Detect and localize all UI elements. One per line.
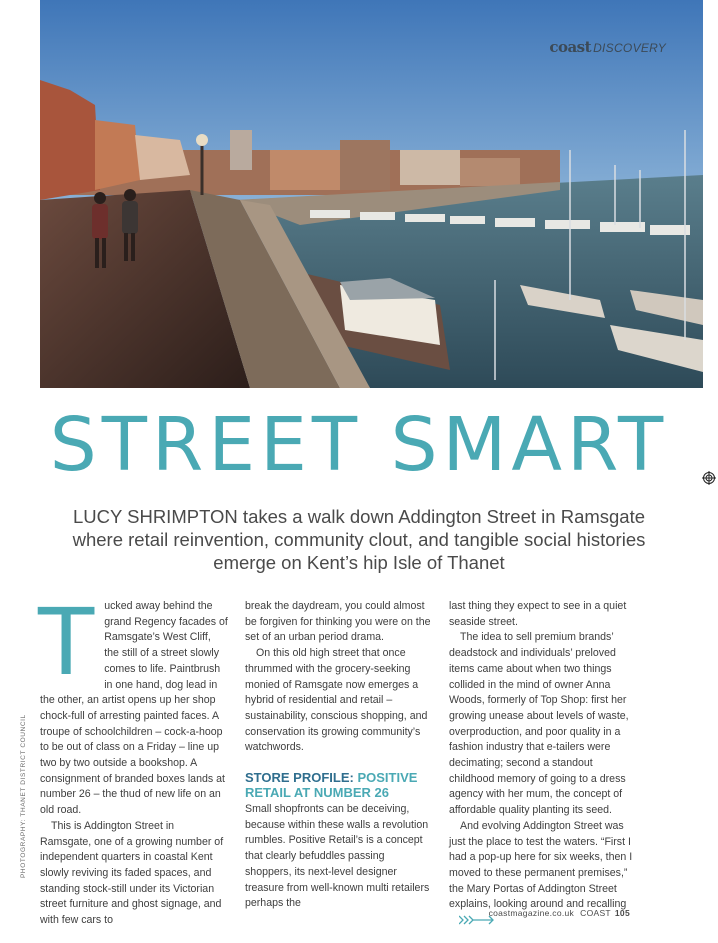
marina-photo: [40, 0, 703, 388]
paragraph-text: ucked away behind the grand Regency facades of Ramsgate’s West Cliff, the still of a street slowly comes to life. Paintbrush in one hand, dog lead in the other, an artist opens up her shop chock-full of arresting painted faces. A troupe of schoolchildren – cock-a-hoop to be out of class on a Friday – line up two by two outside a bookshop. A consignment of branded boxes lands at number 26 – the thud of new life on an old road.: [40, 600, 228, 817]
paragraph: Small shopfronts can be deceiving, because within these walls a revolution rumbles. Positive Retail’s is a concept that clearly befuddles passing shoppers, its next-level designer treasure from well-known multi retailers perhaps the: [245, 803, 430, 910]
masthead-section: DISCOVERY: [593, 41, 666, 55]
paragraph: The idea to sell premium brands’ deadstock and individuals’ preloved items came about when two things collided in the mind of owner Anna Woods, formerly of Top Shop: first her growing unease about levels of waste, overproduction, and poor quality in a fashion industry that e-tailers were decimating; second a standout childhood memory of going to a dress agency with her mum, the concept of affordable quality planting its seed.: [449, 631, 629, 817]
masthead-brand: coast: [549, 38, 592, 56]
store-profile-prefix: STORE PROFILE:: [245, 770, 354, 786]
footer-url: coastmagazine.co.uk: [488, 908, 575, 918]
page-number: 105: [614, 908, 630, 918]
store-profile-heading: [245, 770, 434, 800]
article-column-2: [245, 599, 434, 912]
photo-credit: PHOTOGRAPHY: THANET DISTRICT COUNCIL: [20, 714, 27, 878]
standfirst: LUCY SHRIMPTON takes a walk down Addington Street in Ramsgate where retail reinvention, community clout, and tangible social histories emerge on Kent’s hip Isle of Thanet: [72, 506, 646, 573]
paragraph-text: And evolving Addington Street was just the place to test the waters. “First I had a pop-up here for six weeks, then I moved to these permanent premises,” the Mary Portas of Addington Street explains, looking around and recalling: [449, 819, 633, 911]
paragraph: On this old high street that once thrummed with the grocery-seeking monied of Ramsgate now emerges a hybrid of residential and retail – sustainability, conscious shopping, and conservation its growing community’s watchwords.: [245, 647, 428, 754]
headline: STREET SMART: [49, 402, 669, 488]
footer-magazine: COAST: [580, 908, 611, 918]
page-footer: [489, 908, 630, 918]
paragraph: This is Addington Street in Ramsgate, one of a growing number of independent quarters in coastal Kent slowly reviving its faded spaces, and standing stock-still under its Victorian street furniture and ghost signage, and with few cars to: [40, 819, 224, 927]
masthead: [549, 38, 666, 56]
registration-mark-icon: [702, 471, 716, 485]
opening-paragraph: [38, 589, 228, 819]
paragraph: break the daydream, you could almost be forgiven for thinking you were on the set of an urban period drama.: [245, 600, 431, 644]
article-column-3: [449, 599, 639, 929]
paragraph: last thing they expect to see in a quiet seaside street.: [449, 600, 627, 628]
store-profile-title: POSITIVE RETAIL AT NUMBER 26: [245, 770, 418, 801]
article-column-1: [38, 589, 228, 929]
drop-cap: T: [38, 589, 95, 696]
